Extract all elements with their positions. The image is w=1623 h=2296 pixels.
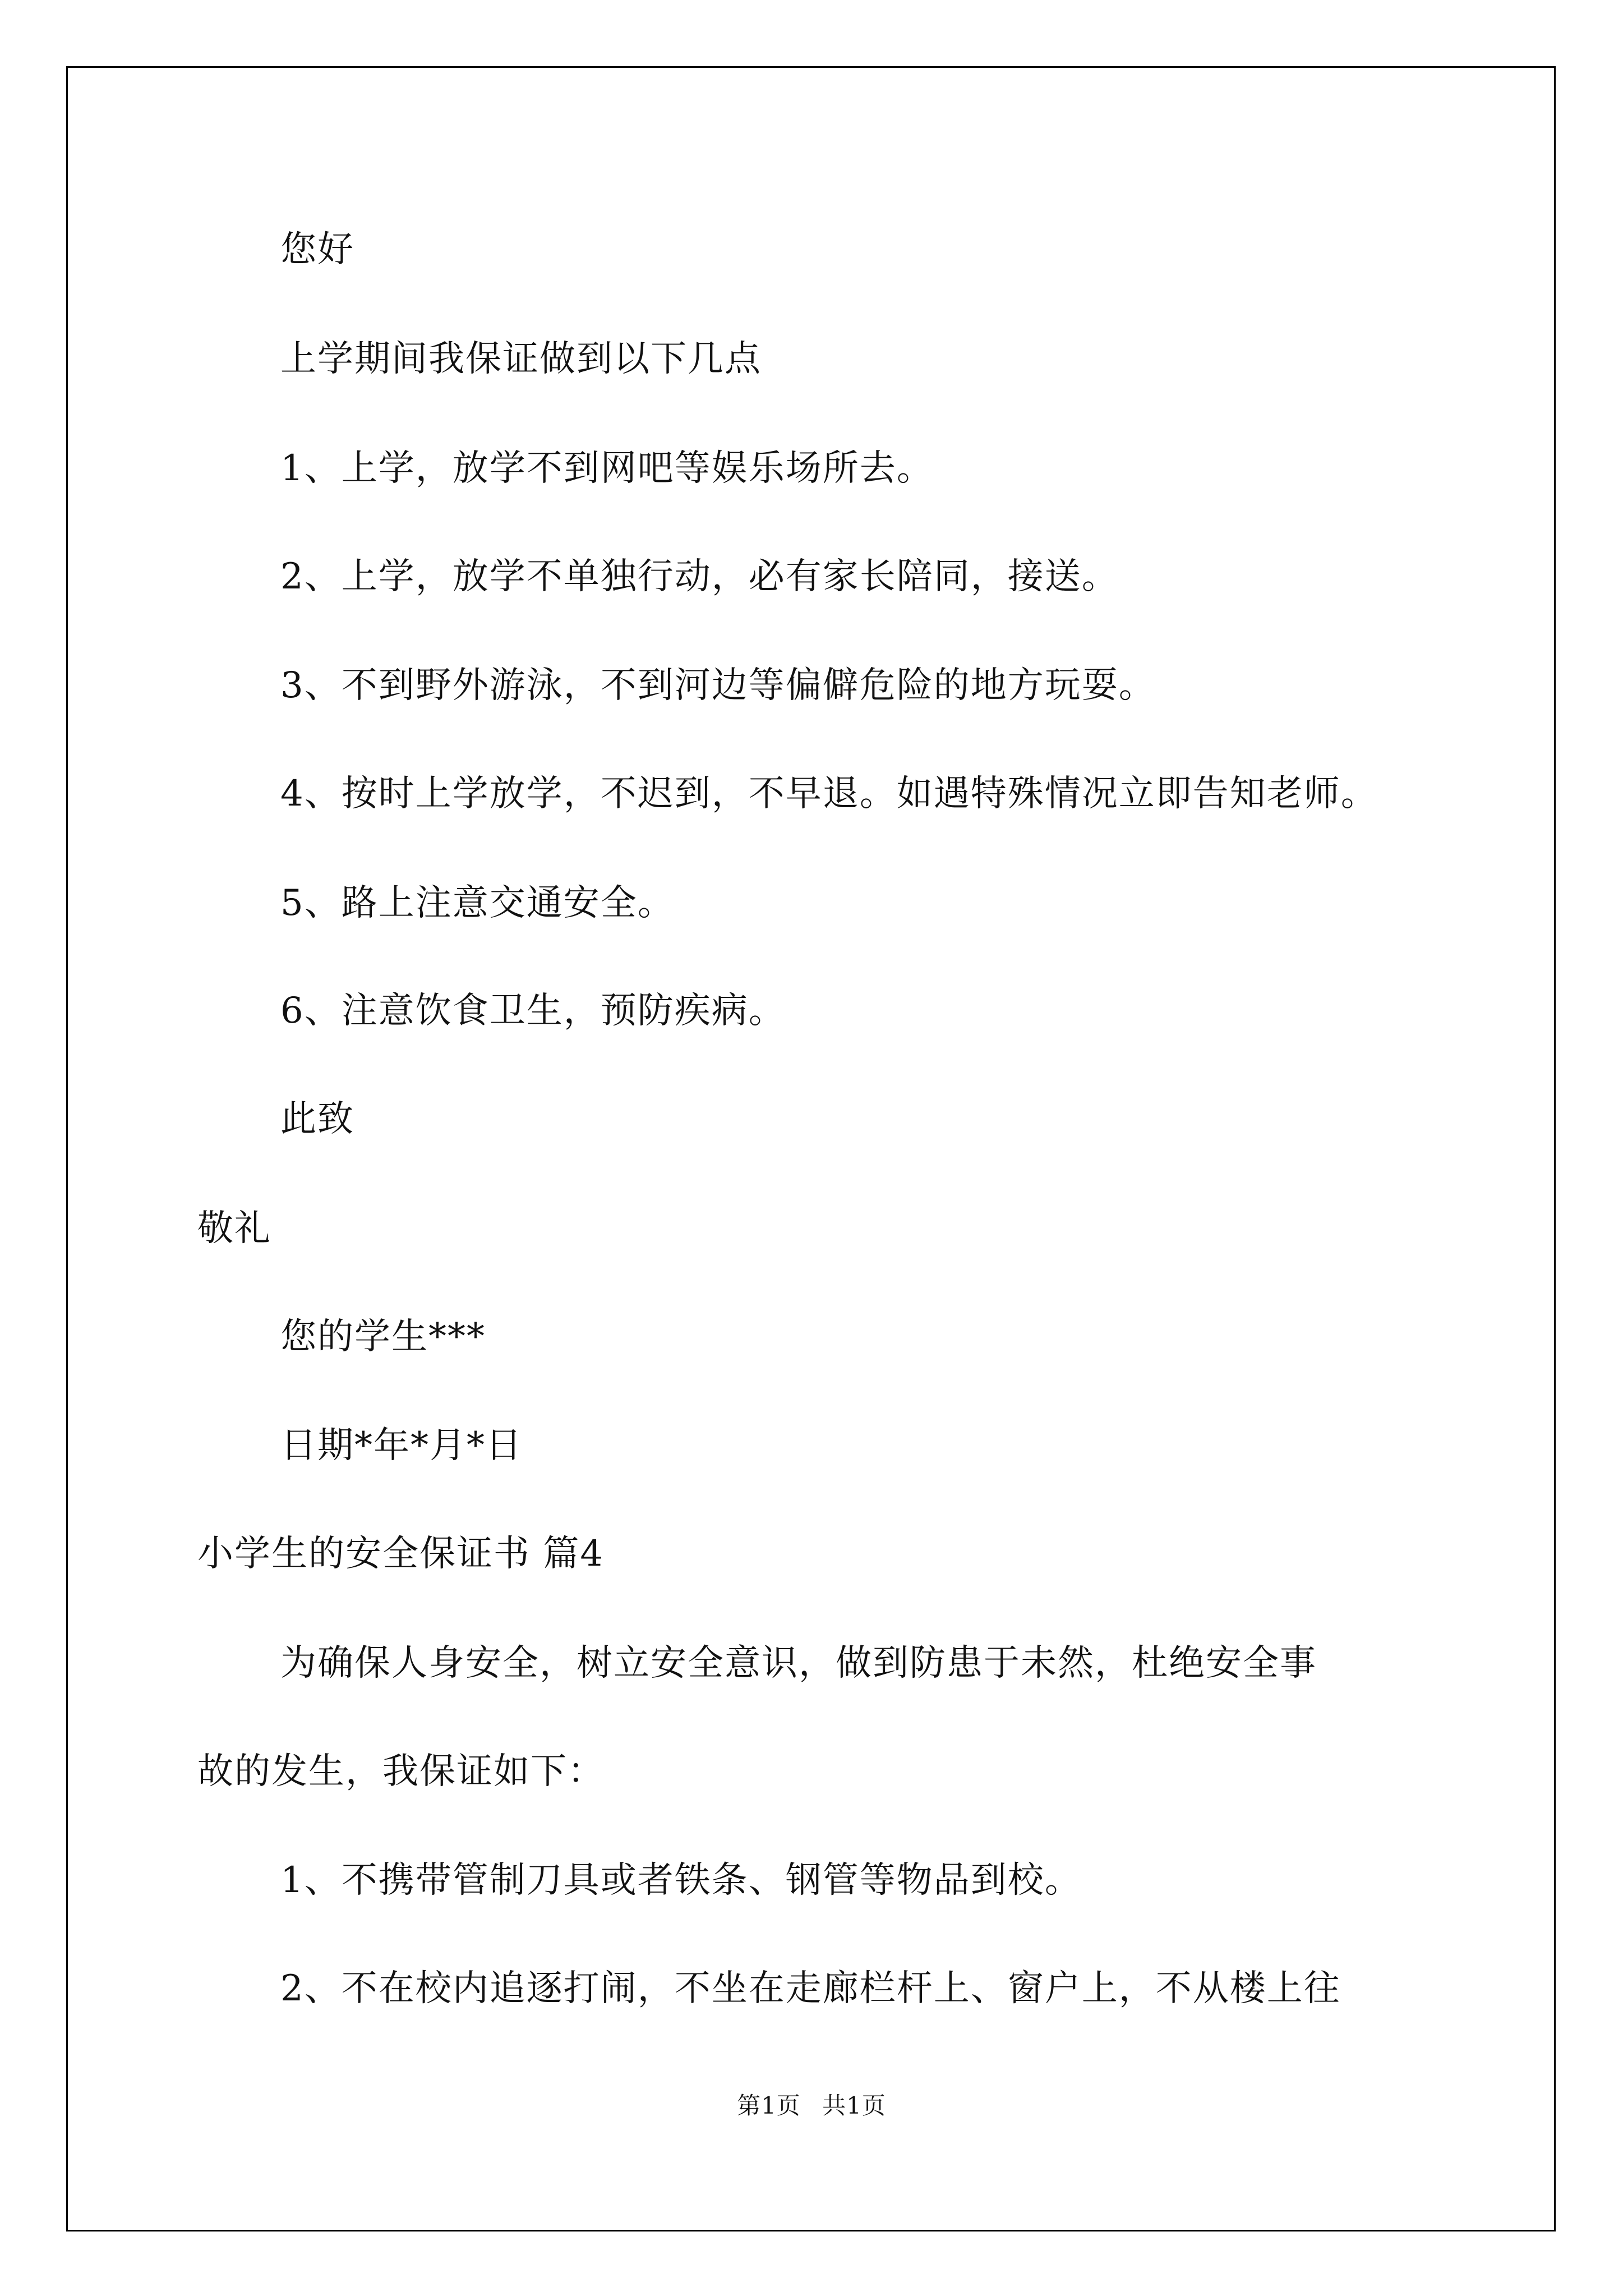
pledge-item-4: 4、按时上学放学，不迟到，不早退。如遇特殊情况立即告知老师。: [280, 773, 1378, 815]
paragraph-line-2: 故的发生，我保证如下：: [197, 1751, 605, 1792]
date-line: 日期*年*月*日: [280, 1425, 523, 1466]
greeting: 您好: [280, 229, 354, 270]
page-footer: [0, 2090, 1623, 2122]
pledge-item-3: 3、不到野外游泳，不到河边等偏僻危险的地方玩耍。: [280, 665, 1156, 706]
pledge-item-b2: 2、不在校内追逐打闹，不坐在走廊栏杆上、窗户上，不从楼上往: [280, 1968, 1341, 2009]
pledge-item-1: 1、上学，放学不到网吧等娱乐场所去。: [280, 448, 934, 489]
pledge-item-6: 6、注意饮食卫生，预防疾病。: [280, 990, 786, 1032]
closing-regards: 敬礼: [197, 1208, 271, 1249]
signature-line: 您的学生***: [280, 1316, 486, 1358]
intro-line: 上学期间我保证做到以下几点: [280, 338, 762, 380]
page-number-total: 共1页: [822, 2092, 886, 2119]
page-border: [66, 66, 1556, 2231]
pledge-item-2: 2、上学，放学不单独行动，必有家长陪同，接送。: [280, 556, 1119, 597]
pledge-item-b1: 1、不携带管制刀具或者铁条、钢管等物品到校。: [280, 1860, 1082, 1901]
closing-salutation: 此致: [280, 1098, 354, 1140]
section-heading: 小学生的安全保证书 篇4: [197, 1533, 605, 1575]
page-number-current: 第1页: [737, 2092, 801, 2119]
pledge-item-5: 5、路上注意交通安全。: [280, 882, 675, 924]
paragraph-line-1: 为确保人身安全，树立安全意识，做到防患于未然，杜绝安全事: [280, 1642, 1317, 1684]
